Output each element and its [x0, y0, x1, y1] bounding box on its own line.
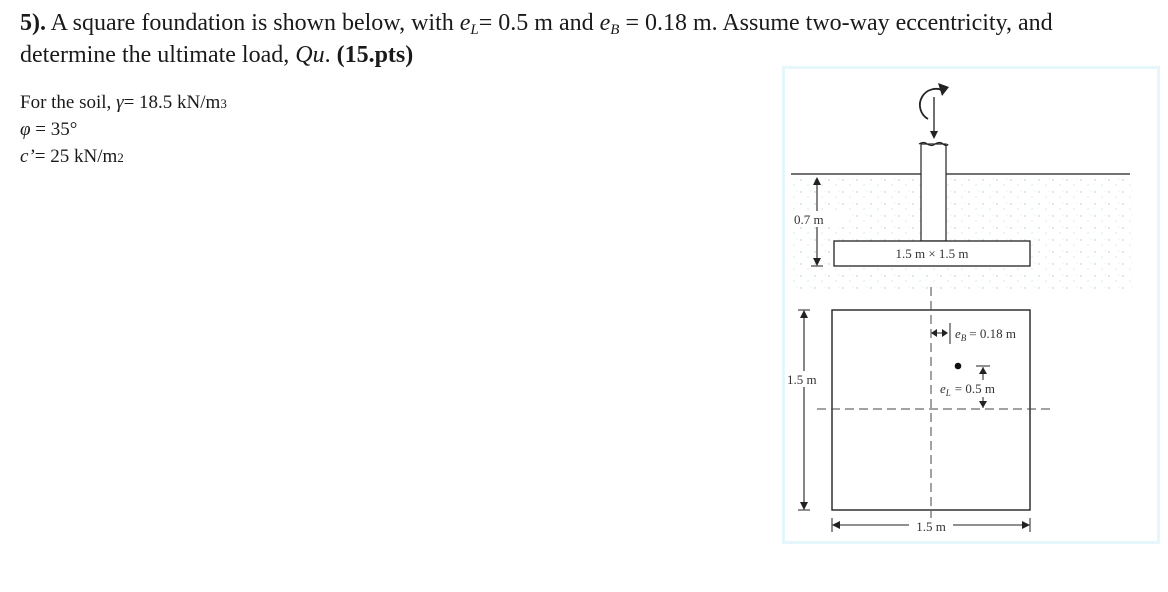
question-text-a: A square foundation is shown below, with: [46, 10, 460, 36]
footing-size-label: 1.5 m × 1.5 m: [895, 246, 969, 261]
eb-label-value: = 0.18 m: [969, 326, 1016, 341]
el-label-symbol: e: [940, 381, 946, 396]
question-points: (15.pts): [336, 42, 414, 68]
question-line2-b: .: [324, 42, 337, 68]
c-value: = 25 kN/m: [34, 146, 118, 167]
eb-label-symbol: e: [955, 326, 961, 341]
side-label: 1.5 m: [787, 372, 817, 387]
soil-gamma: [20, 90, 227, 117]
eb-subscript: B: [610, 22, 620, 38]
el-subscript: L: [470, 22, 479, 38]
question-line-1: [20, 8, 1053, 41]
eb-symbol: e: [599, 10, 611, 36]
question-line2-a: determine the ultimate load,: [20, 42, 296, 68]
side-arrow-bottom: [800, 502, 808, 510]
qu-symbol: Qu: [295, 42, 325, 68]
question-number: 5).: [20, 10, 46, 36]
bottom-arrow-left: [832, 521, 840, 529]
foundation-figure: [782, 66, 1160, 544]
eb-label-subscript: B: [960, 333, 967, 343]
foundation-diagram: [785, 69, 1157, 541]
soil-phi: [20, 117, 77, 143]
load-arrowhead: [930, 131, 938, 139]
question-text-b: = 0.5 m and: [478, 10, 600, 36]
c-symbol: c’: [20, 146, 35, 167]
bottom-label: 1.5 m: [916, 519, 946, 534]
column: [921, 144, 946, 241]
gamma-symbol: γ: [116, 92, 124, 113]
gamma-value: = 18.5 kN/m: [123, 92, 221, 113]
soil-region: [791, 175, 1133, 290]
moment-arc: [920, 89, 944, 119]
side-arrow-top: [800, 310, 808, 318]
gamma-exponent: 3: [220, 96, 227, 111]
soil-cohesion: [20, 144, 124, 171]
question-line-2: [20, 40, 413, 70]
soil-gamma-label: For the soil,: [20, 92, 117, 113]
el-label-subscript: L: [945, 388, 951, 398]
phi-symbol: φ: [20, 119, 31, 140]
load-point: [955, 363, 962, 370]
el-label-value: = 0.5 m: [954, 381, 995, 396]
el-symbol: e: [459, 10, 471, 36]
c-exponent: 2: [117, 150, 124, 165]
phi-value: = 35°: [30, 119, 78, 140]
bottom-arrow-right: [1022, 521, 1030, 529]
depth-label: 0.7 m: [794, 212, 824, 227]
question-text-c: = 0.18 m. Assume two-way eccentricity, and: [619, 10, 1053, 36]
